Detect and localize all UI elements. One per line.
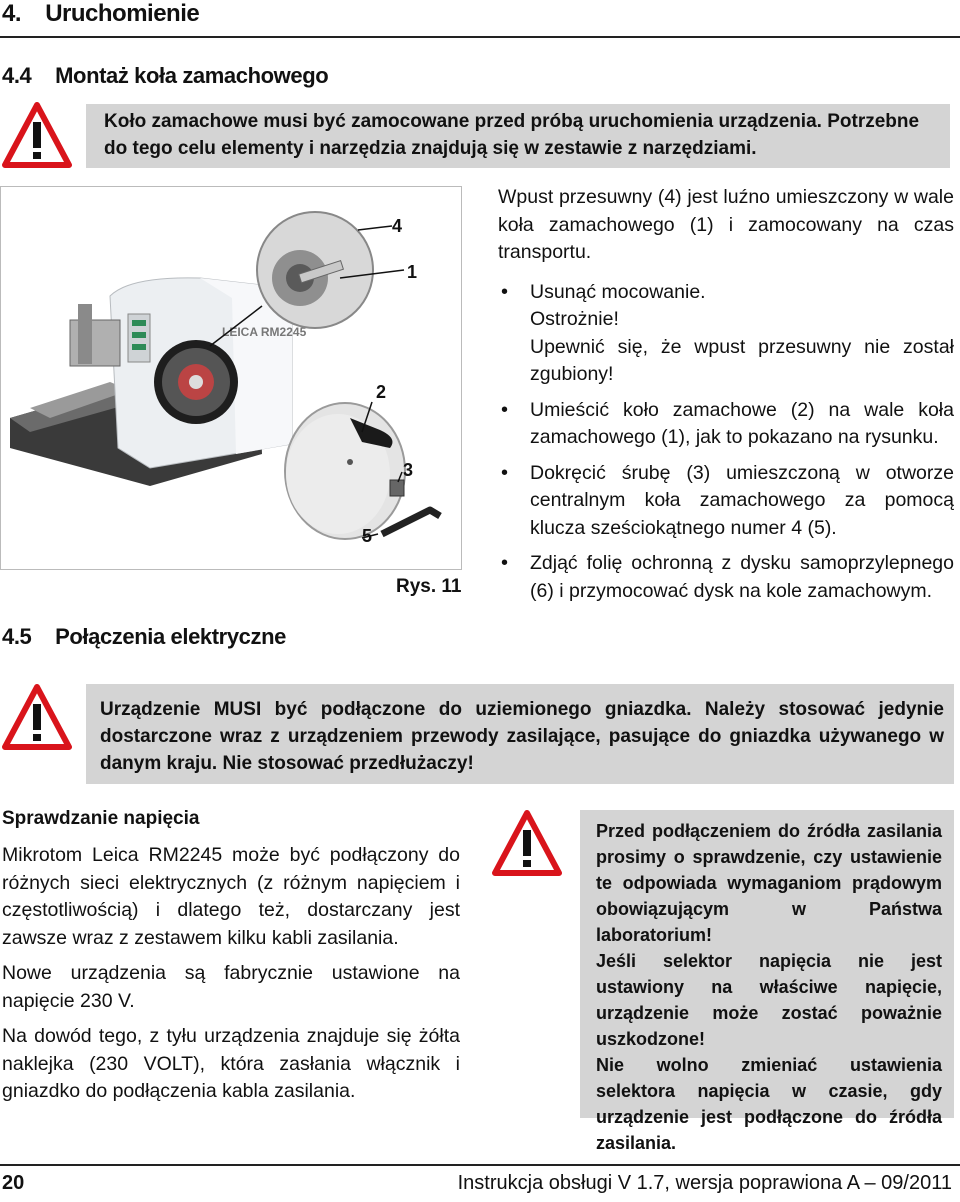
voltage-paragraph: Na dowód tego, z tyłu urządzenia znajduje się żółta naklejka (230 VOLT), która zasłania włącznik i gniazdko do podłączenia kabla zasilania.	[2, 1025, 460, 1102]
figure-flywheel-mounting	[0, 186, 462, 570]
machine-label: LEICA RM2245	[222, 325, 307, 339]
callout-4: 4	[392, 216, 403, 236]
step-text: Dokręcić śrubę (3) umieszczoną w otworze centralnym koła zamachowego za pomocą klucza sześciokątnego numer 4 (5).	[530, 461, 954, 539]
callout-5: 5	[362, 526, 373, 546]
voltage-paragraph: Mikrotom Leica RM2245 może być podłączony do różnych sieci elektrycznych (z różnym napięciem i częstotliwością) i dlatego też, dostarczany jest zawsze wraz z zestawem kilku kabli zasilania.	[2, 844, 460, 949]
warning-box-voltage	[580, 810, 954, 1153]
warning-icon	[2, 684, 72, 750]
callout-2: 2	[376, 382, 387, 402]
warning-paragraph: Nie wolno zmieniać ustawienia selektora napięcia w czasie, gdy urządzenie jest podłączone do źródła zasilania.	[596, 1055, 942, 1153]
flywheel-instructions	[498, 184, 954, 613]
header-rule	[0, 36, 960, 38]
chapter-heading	[2, 0, 199, 28]
step-item	[498, 460, 954, 543]
figure-caption: Rys. 11	[396, 576, 462, 597]
step-list	[498, 279, 954, 606]
section-number: 4.5	[2, 624, 32, 649]
step-item	[498, 397, 954, 452]
callout-3: 3	[403, 460, 414, 480]
warning-text: Urządzenie MUSI być podłączone do uziemionego gniazdka. Należy stosować jedynie dostarczone wraz z urządzeniem przewody zasilające, pasujące do gniazdka używanego w danym kraju. Nie stosować przedłużaczy!	[100, 699, 944, 774]
step-item	[498, 550, 954, 605]
voltage-check-heading: Sprawdzanie napięcia	[2, 808, 200, 829]
step-note: Upewnić się, że wpust przesuwny nie został zgubiony!	[530, 335, 954, 385]
section-title: Montaż koła zamachowego	[55, 63, 329, 88]
footer-rule	[0, 1164, 960, 1166]
step-caution: Ostrożnie!	[530, 308, 619, 330]
chapter-number: 4.	[2, 0, 22, 27]
step-item	[498, 279, 954, 389]
step-text: • Usunąć mocowanie.	[530, 280, 706, 303]
section-number: 4.4	[2, 63, 32, 88]
page-number: 20	[2, 1172, 25, 1194]
voltage-paragraph: Nowe urządzenia są fabrycznie ustawione na napięcie 230 V.	[2, 962, 460, 1012]
section-4-4-heading	[2, 63, 328, 89]
section-title: Połączenia elektryczne	[55, 624, 286, 649]
warning-box-grounding	[86, 684, 954, 784]
microtome-illustration	[0, 186, 462, 570]
warning-box-flywheel	[86, 104, 950, 168]
section-4-5-heading	[2, 624, 286, 650]
warning-text: Koło zamachowe musi być zamocowane przed próbą uruchomienia urządzenia. Potrzebne do tego celu elementy i narzędzia znajdują się w zestawie z narzędziami.	[104, 111, 920, 159]
voltage-check-body	[2, 842, 460, 1106]
step-text: Zdjąć folię ochronną z dysku samoprzylepnego (6) i przymocować dysk na kole zamachowym.	[530, 552, 954, 602]
intro-paragraph: Wpust przesuwny (4) jest luźno umieszczony w wale koła zamachowego (1) i zamocowany na czas transportu.	[498, 186, 954, 263]
warning-paragraph: Przed podłączeniem do źródła zasilania prosimy o sprawdzenie, czy ustawienie te odpowiada wymaganiom prądowym obowiązującym w Państwa laboratorium!	[596, 821, 942, 945]
warning-paragraph: Jeśli selektor napięcia nie jest ustawiony na właściwe napięcie, urządzenie może zostać poważnie uszkodzone!	[596, 951, 942, 1049]
step-text: Umieścić koło zamachowe (2) na wale koła zamachowego (1), jak to pokazano na rysunku.	[530, 398, 954, 448]
chapter-title: Uruchomienie	[45, 0, 200, 27]
callout-1: 1	[407, 262, 418, 282]
warning-icon	[492, 810, 562, 876]
document-version: Instrukcja obsługi V 1.7, wersja poprawiona A – 09/2011	[457, 1172, 952, 1194]
warning-icon	[2, 102, 72, 168]
